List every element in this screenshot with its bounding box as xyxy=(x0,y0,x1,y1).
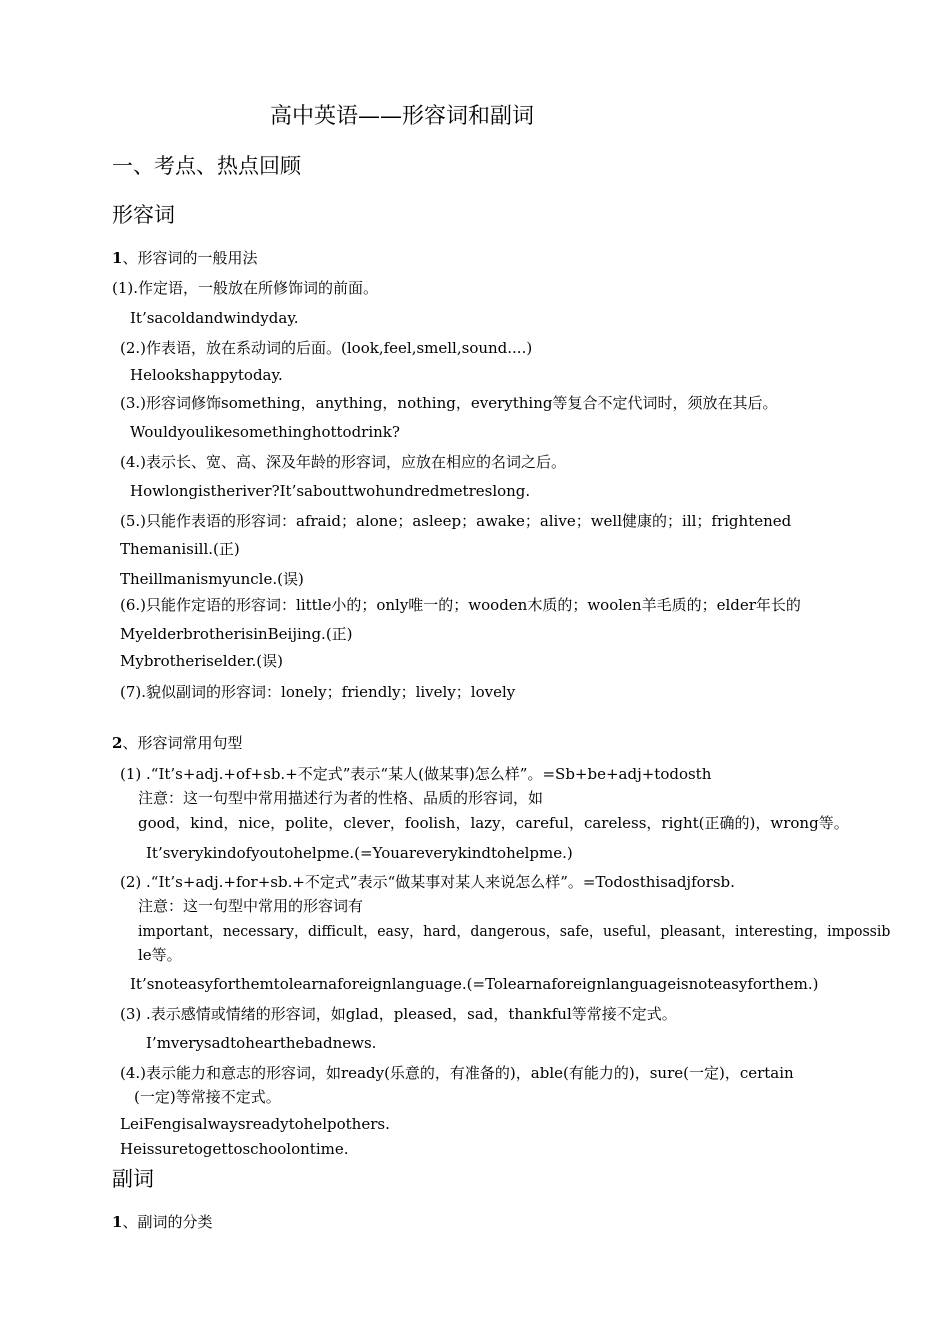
text-line: good，kind，nice，polite，clever，foolish，lazy，careful，careless，right(正确的)，wrong等。 xyxy=(138,814,849,832)
adv-class-heading-text: 、副词的分类 xyxy=(122,1213,213,1231)
adv-class-number: 1 xyxy=(112,1213,123,1231)
example-line: I’mverysadtohearthebadnews. xyxy=(146,1034,377,1052)
text-line: le等。 xyxy=(138,946,182,964)
example-line: It’sacoldandwindyday. xyxy=(130,309,299,327)
text-line: (7).貌似副词的形容词：lonely；friendly；lively；lovely xyxy=(120,683,516,701)
adj-usage-heading-text: 、形容词的一般用法 xyxy=(122,249,258,267)
page-title: 高中英语——形容词和副词 xyxy=(270,104,535,129)
example-line: LeiFengisalwaysreadytohelpothers. xyxy=(120,1115,390,1133)
text-line: (1) .“It’s+adj.+of+sb.+不定式”表示“某人(做某事)怎么样”。=Sb+be+adj+todosth xyxy=(120,765,712,783)
example-line: Mybrotheriselder.(误) xyxy=(120,652,284,670)
adj-patterns-heading-text: 、形容词常用句型 xyxy=(122,734,243,752)
text-line: 注意：这一句型中常用的形容词有 xyxy=(138,897,364,915)
adj-usage-number: 1 xyxy=(112,249,123,267)
text-line: (2) .“It’s+adj.+for+sb.+不定式”表示“做某事对某人来说怎么样”。=Todosthisadjforsb. xyxy=(120,873,735,891)
text-line: important，necessary，difficult，easy，hard，dangerous，safe，useful，pleasant，interesting，impossib xyxy=(138,922,891,940)
adj-patterns-heading xyxy=(112,733,242,753)
example-line: It’snoteasyforthemtolearnaforeignlanguage.(=Tolearnaforeignlanguageisnoteasyforthem.) xyxy=(130,975,819,993)
text-line: (1).作定语，一般放在所修饰词的前面。 xyxy=(112,279,379,297)
example-line: It’sverykindofyoutohelpme.(=Youareverykindtohelpme.) xyxy=(146,844,573,862)
adverb-heading: 副词 xyxy=(112,1167,154,1191)
text-line: (一定)等常接不定式。 xyxy=(134,1088,281,1106)
text-line: (3.)形容词修饰something，anything，nothing，everything等复合不定代词时，须放在其后。 xyxy=(120,394,778,412)
text-line: (3) .表示感情或情绪的形容词，如glad，pleased，sad，thankful等常接不定式。 xyxy=(120,1005,677,1023)
example-line: MyelderbrotherisinBeijing.(正) xyxy=(120,625,353,643)
text-line: (4.)表示长、宽、高、深及年龄的形容词，应放在相应的名词之后。 xyxy=(120,453,567,471)
section-heading: 一、考点、热点回顾 xyxy=(112,154,301,178)
adv-class-heading xyxy=(112,1212,212,1232)
example-line: Themanisill.(正) xyxy=(120,540,240,558)
adjective-heading: 形容词 xyxy=(112,203,175,227)
example-line: Helookshappytoday. xyxy=(130,366,283,384)
text-line: (5.)只能作表语的形容词：afraid；alone；asleep；awake；alive；well健康的；ill；frightened xyxy=(120,512,792,530)
text-line: (6.)只能作定语的形容词：little小的；only唯一的；wooden木质的；woolen羊毛质的；elder年长的 xyxy=(120,596,801,614)
example-line: Heissuretogettoschoolontime. xyxy=(120,1140,349,1158)
adj-patterns-number: 2 xyxy=(112,734,123,752)
text-line: 注意：这一句型中常用描述行为者的性格、品质的形容词，如 xyxy=(138,789,544,807)
example-line: Wouldyoulikesomethinghottodrink? xyxy=(130,423,400,441)
text-line: (2.)作表语，放在系动词的后面。(look,feel,smell,sound....) xyxy=(120,339,533,357)
example-line: Theillmanismyuncle.(误) xyxy=(120,570,304,588)
adj-usage-heading xyxy=(112,248,257,268)
text-line: (4.)表示能力和意志的形容词，如ready(乐意的，有准备的)，able(有能力的)，sure(一定)，certain xyxy=(120,1064,794,1082)
example-line: Howlongistheriver?It’sabouttwohundredmetreslong. xyxy=(130,482,531,500)
